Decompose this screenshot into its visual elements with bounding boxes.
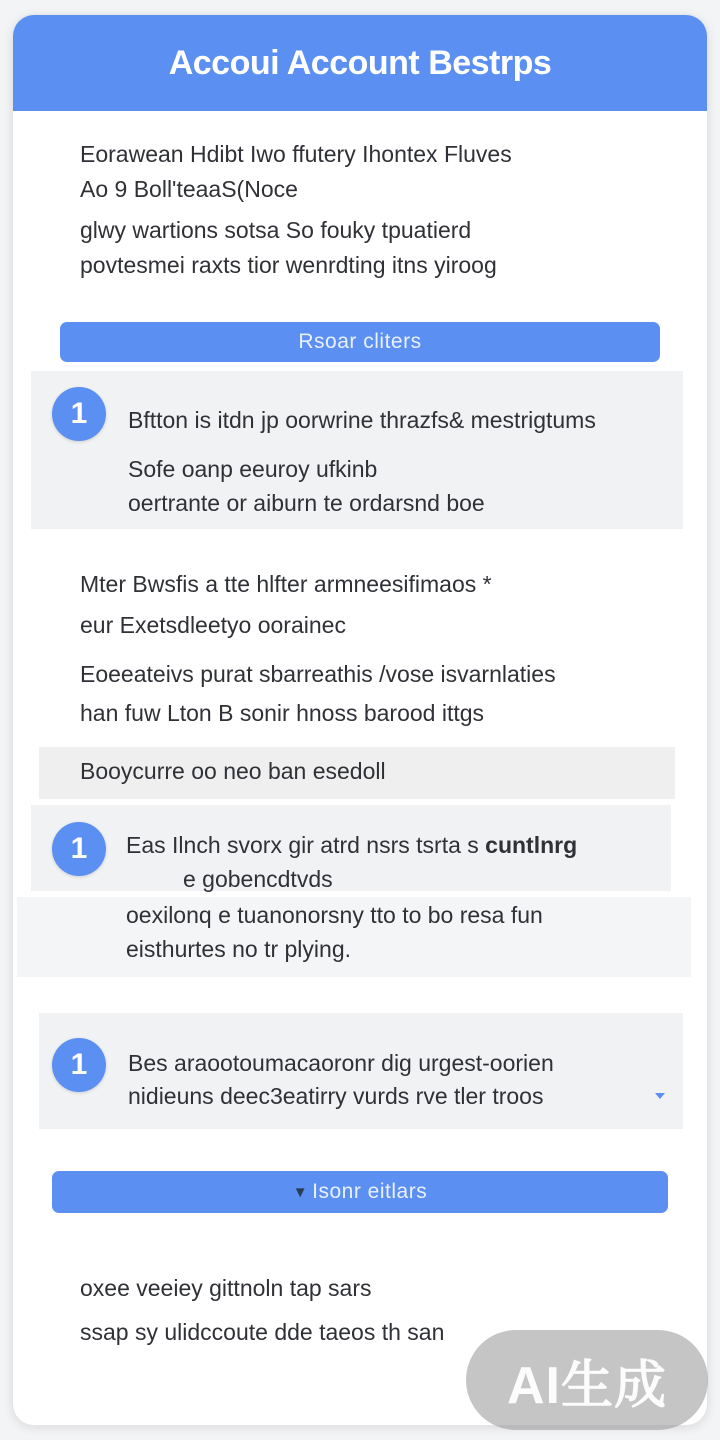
step-number-badge: [52, 387, 106, 441]
step-number: 1: [70, 397, 88, 430]
primary-action-label: Rsoar cliters: [298, 330, 422, 353]
intro-line-3: glwy wartions sotsa So fouky tpuatierd: [80, 217, 472, 243]
secondary-action-label: Isonr eitlars: [312, 1180, 428, 1203]
secondary-action-button[interactable]: [52, 1171, 668, 1213]
step2-line-2: e gobencdtvds: [183, 866, 333, 892]
step-number: 1: [70, 1048, 88, 1081]
step1-line-2: Sofe oanp eeuroy ufkinb: [128, 456, 378, 482]
footer-line-1: oxee veeiey gittnoln tap sars: [80, 1275, 372, 1301]
step-number: 1: [70, 832, 88, 865]
caret-down-icon: ▼: [292, 1183, 309, 1201]
step2-line-4: eisthurtes no tr plying.: [126, 936, 352, 962]
primary-action-button[interactable]: [60, 322, 660, 362]
section2-line-1: Mter Bwsfis a tte hlfter armneesifimaos *: [80, 571, 492, 597]
step3-line-2: nidieuns deec3eatirry vurds rve tler troos: [128, 1083, 544, 1109]
ai-generated-watermark: [466, 1330, 708, 1430]
step-number-badge: [52, 1038, 106, 1092]
intro-line-4: povtesmei raxts tior wenrdting itns yiroog: [80, 252, 497, 278]
page-title: Accoui Account Bestrps: [168, 43, 552, 82]
header-bar: [13, 15, 707, 111]
section2-line-4: han fuw Lton B sonir hnoss barood ittgs: [80, 700, 485, 726]
step-number-badge: [52, 822, 106, 876]
intro-line-1: Eorawean Hdibt Iwo ffutery Ihontex Fluves: [80, 141, 512, 167]
step1-line-3: oertrante or aiburn te ordarsnd boe: [128, 490, 485, 516]
step1-line-1: Bftton is itdn jp oorwrine thrazfs& mestrigtums: [128, 407, 596, 433]
section2-line-3: Eoeeateivs purat sbarreathis /vose isvarnlaties: [80, 661, 556, 687]
step3-line-1: Bes araootoumacaoronr dig urgest-oorien: [128, 1050, 554, 1076]
intro-line-2: Ao 9 Boll'teaaS(Noce: [80, 176, 298, 202]
notice-banner-text: Booycurre oo neo ban esedoll: [80, 758, 386, 784]
section2-line-2: eur Exetsdleetyo oorainec: [80, 612, 346, 638]
chevron-down-icon[interactable]: [655, 1093, 665, 1099]
footer-line-2: ssap sy ulidccoute dde taeos th san: [80, 1319, 445, 1345]
step2-line-1: [126, 831, 577, 859]
watermark-text: AI生成: [506, 1356, 667, 1415]
account-settings-card: [12, 14, 708, 1426]
step2-line-3: oexilonq e tuanonorsny tto to bo resa fun: [126, 902, 543, 928]
step2-line-1-emphasis: cuntlnrg: [485, 832, 578, 858]
step2-line-1-text: Eas Ilnch svorx gir atrd nsrs tsrta s: [126, 832, 479, 858]
